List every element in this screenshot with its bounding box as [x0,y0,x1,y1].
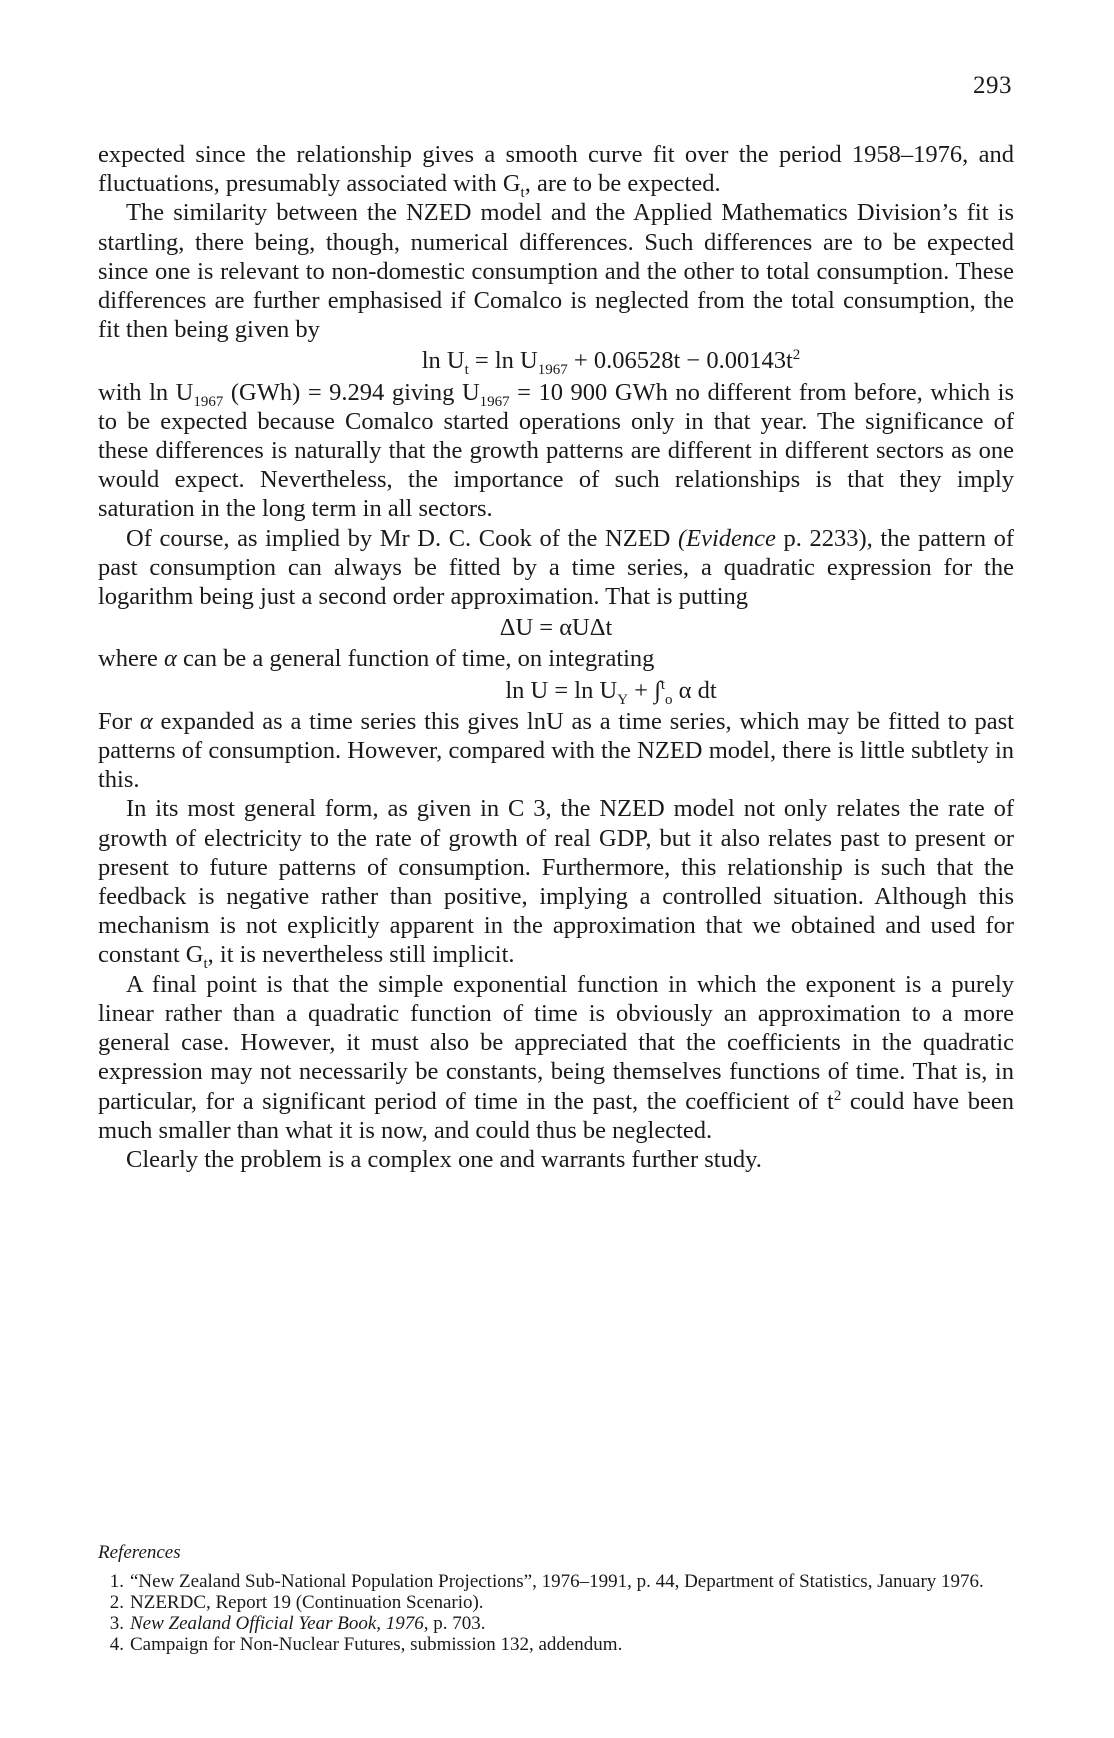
equation-delta-u: ΔU = αUΔt [499,614,613,642]
reference-item: 3. New Zealand Official Year Book, 1976, p. 703. [109,1613,486,1634]
paragraph-3: with $\ln U_{1967}$ (GWh) = 9.294 giving $U_{1967} = 10$ 900 GWh no different from before, which is to be expected because Comalco started operations only in that year. The significance of these differences is naturally that the growth patterns are different in different sectors as one would expect. Nevertheless, the importance of such relationships is that they imply saturation in the long term in all sectors. [98,378,1015,523]
equation-fit: $\ln U_t = \ln U_{1967} + 0.06528t - 0.00143t^2$ [421,347,801,379]
equation-integral: $\ln U = \ln U_Y + \int^t_o$ α dt [505,676,717,708]
references [98,1542,1014,1655]
paragraph-8: A final point is that the simple exponential function in which the exponent is a purely linear rather than a quadratic function of time is obviously an approximation to a more general case. However, it must also be appreciated that the coefficients in the quadratic expression may not necessarily be constants, being themselves functions of time. That is, in particular, for a significant period of time in the past, the coefficient of $t^2$ could have been much smaller than what it is now, and could thus be neglected. [98,970,1014,1144]
reference-item: 2. NZERDC, Report 19 (Continuation Scenario). [109,1592,484,1613]
references-heading: References [98,1542,181,1563]
reference-item: 4. Campaign for Non-Nuclear Futures, submission 132, addendum. [109,1634,623,1655]
paragraph-5: where α can be a general function of time, on integrating [98,645,655,673]
paragraph-4: Of course, as implied by Mr D. C. Cook of the NZED (Evidence p. 2233), the pattern of past consumption can always be fitted by a time series, a quadratic expression for the logarithm being just a second order approximation. That is putting [98,524,1014,611]
reference-item: 1. “New Zealand Sub-National Population Projections”, 1976–1991, p. 44, Department of Statistics, January 1976. [109,1571,984,1592]
body-text [98,140,1014,1174]
paragraph-2: The similarity between the NZED model and the Applied Mathematics Division’s fit is startling, there being, though, numerical differences. Such differences are to be expected since one is relevant to non-domestic consumption and the other to total consumption. These differences are further emphasised if Comalco is neglected from the total consumption, the fit then being given by [98,199,1014,344]
paragraph-9: Clearly the problem is a complex one and warrants further study. [126,1145,762,1173]
paragraph-7: In its most general form, as given in C 3, the NZED model not only relates the rate of growth of electricity to the rate of growth of real GDP, but it also relates past to present or present to future patterns of consumption. Furthermore, this relationship is such that the feedback is negative rather than positive, implying a controlled situation. Although this mechanism is not explicitly apparent in the approximation that we obtained and used for constant $G_t$, it is nevertheless still implicit. [98,795,1014,973]
page-number: 293 [973,72,1012,99]
paragraph-1: expected since the relationship gives a smooth curve fit over the period 1958–1976, and fluctuations, presumably associated with $G_t$, are to be expected. [98,141,1014,202]
references-list [98,1571,1014,1655]
paragraph-6: For α expanded as a time series this gives lnU as a time series, which may be fitted to past patterns of consumption. However, compared with the NZED model, there is little subtlety in this. [98,707,1014,794]
